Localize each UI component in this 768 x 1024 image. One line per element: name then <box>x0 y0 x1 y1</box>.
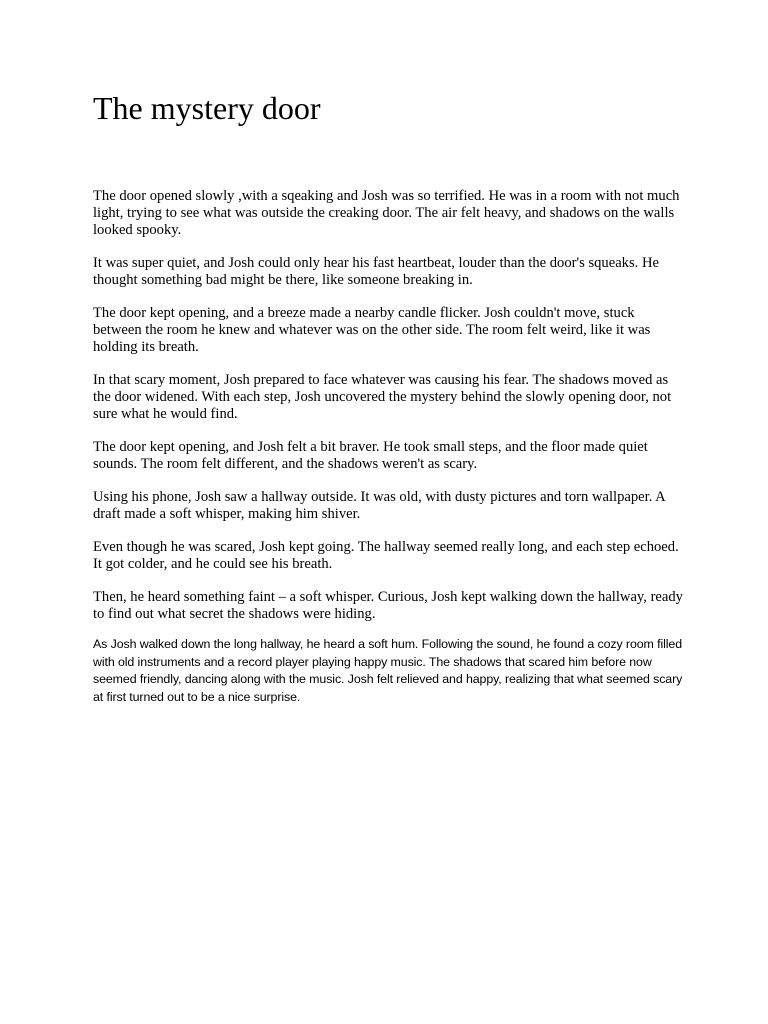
paragraph-6: Using his phone, Josh saw a hallway outside. It was old, with dusty pictures and torn wallpaper. A draft made a soft whisper, making him shiver. <box>93 489 665 522</box>
document-title: The mystery door <box>93 90 321 126</box>
paragraph-1: The door opened slowly ,with a sqeaking and Josh was so terrified. He was in a room with not much light, trying to see what was outside the creaking door. The air felt heavy, and shadows on the walls looked spooky. <box>93 188 680 238</box>
paragraph-5: The door kept opening, and Josh felt a bit braver. He took small steps, and the floor made quiet sounds. The room felt different, and the shadows weren't as scary. <box>93 439 648 472</box>
paragraph-8: Then, he heard something faint – a soft whisper. Curious, Josh kept walking down the hallway, ready to find out what secret the shadows were hiding. <box>93 589 683 622</box>
paragraph-2: It was super quiet, and Josh could only hear his fast heartbeat, louder than the door's squeaks. He thought something bad might be there, like someone breaking in. <box>93 255 659 288</box>
paragraph-3: The door kept opening, and a breeze made a nearby candle flicker. Josh couldn't move, stuck between the room he knew and whatever was on the other side. The room felt weird, like it was holding its breath. <box>93 305 651 355</box>
paragraph-4: In that scary moment, Josh prepared to face whatever was causing his fear. The shadows moved as the door widened. With each step, Josh uncovered the mystery behind the slowly opening door, not sure what he would find. <box>93 372 672 422</box>
paragraph-9: As Josh walked down the long hallway, he heard a soft hum. Following the sound, he found a cozy room filled with old instruments and a record player playing happy music. The shadows that scared him before now seemed friendly, dancing along with the music. Josh felt relieved and happy, realizing that what seemed scary at first turned out to be a nice surprise. <box>93 637 683 704</box>
document-body <box>93 188 683 722</box>
paragraph-7: Even though he was scared, Josh kept going. The hallway seemed really long, and each step echoed. It got colder, and he could see his breath. <box>93 539 679 572</box>
